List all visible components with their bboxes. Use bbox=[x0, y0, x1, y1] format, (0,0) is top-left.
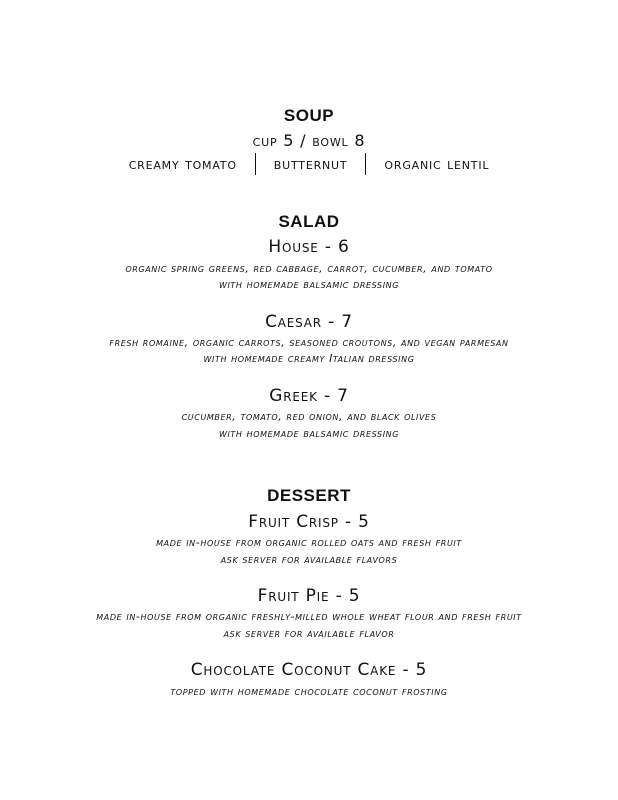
soup-flavor-creamy-tomato: creamy tomato bbox=[128, 155, 237, 173]
salad-item-description: cucumber, tomato, red onion, and black olives bbox=[181, 410, 437, 423]
soup-flavor-butternut: butternut bbox=[273, 155, 348, 173]
salad-item-description: fresh romaine, organic carrots, seasoned croutons, and vegan parmesan bbox=[109, 336, 509, 349]
dessert-item-description: made in-house from organic rolled oats and fresh fruit bbox=[156, 536, 462, 549]
soup-heading: SOUP bbox=[283, 106, 335, 125]
salad-item-title: Caesar - 7 bbox=[265, 312, 353, 332]
salad-heading: SALAD bbox=[278, 212, 340, 231]
salad-item-dressing: with homemade balsamic dressing bbox=[218, 278, 400, 291]
dessert-item-note: ask server for available flavor bbox=[223, 627, 395, 640]
salad-item-dressing: with homemade creamy Italian dressing bbox=[203, 352, 415, 365]
dessert-heading: DESSERT bbox=[267, 486, 351, 505]
dessert-item-title: Fruit Crisp - 5 bbox=[248, 512, 370, 532]
dessert-item-title: Fruit Pie - 5 bbox=[257, 586, 361, 606]
dessert-item-title: Chocolate Coconut Cake - 5 bbox=[190, 660, 428, 680]
dessert-item-note: ask server for available flavors bbox=[220, 553, 398, 566]
dessert-item-description: topped with homemade chocolate coconut frosting bbox=[170, 685, 448, 698]
soup-price: cup 5 / bowl 8 bbox=[252, 131, 366, 150]
salad-item-title: Greek - 7 bbox=[269, 386, 349, 406]
dessert-item-description: made in-house from organic freshly-milled whole wheat flour and fresh fruit bbox=[96, 610, 522, 623]
salad-item-description: organic spring greens, red cabbage, carrot, cucumber, and tomato bbox=[125, 262, 493, 275]
soup-flavors bbox=[0, 153, 618, 175]
soup-flavor-organic-lentil: organic lentil bbox=[384, 155, 490, 173]
salad-item-dressing: with homemade balsamic dressing bbox=[218, 427, 400, 440]
salad-item-title: House - 6 bbox=[268, 237, 350, 257]
